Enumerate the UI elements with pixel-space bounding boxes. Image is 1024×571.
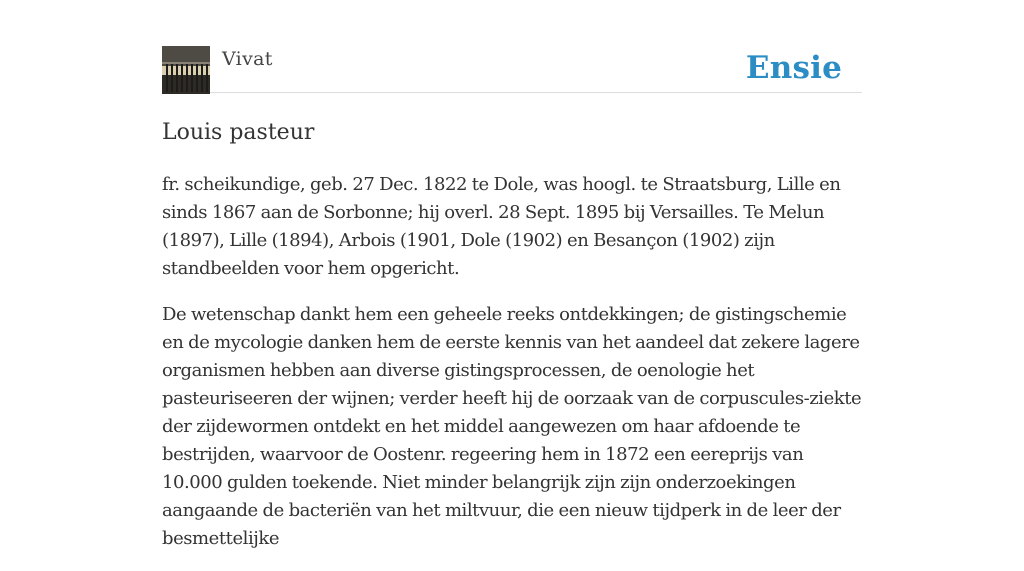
article-container: [162, 46, 862, 571]
source-name[interactable]: Vivat: [222, 48, 273, 70]
paragraph: fr. scheikundige, geb. 27 Dec. 1822 te Dole, was hoogl. te Straatsburg, Lille en sinds 1867 aan de Sorbonne; hij overl. 28 Sept. 1895 bij Versailles. Te Melun (1897), Lille (1894), Arbois (1901, Dole (1902) en Besançon (1902) zijn standbeelden voor hem opgericht.: [162, 174, 841, 279]
article-body: [162, 171, 862, 553]
article-title: Louis pasteur: [162, 120, 315, 145]
source-avatar[interactable]: [162, 46, 210, 94]
paragraph: De wetenschap dankt hem een geheele reeks ontdekkingen; de gistingschemie en de mycologie danken hem de eerste kennis van het aandeel dat zekere lagere organismen hebben aan diverse gistingsprocessen, de oenologie het pasteuriseeren der wijnen; verder heeft hij de oorzaak van de corpuscules-ziekte der zijdewormen ontdekt en het middel aangewezen om haar afdoende te bestrijden, waarvoor de Oostenr. regeering hem in 1872 een eereprijs van 10.000 gulden toekende. Niet minder belangrijk zijn zijn onderzoekingen aangaande de bacteriën van het miltvuur, die een nieuw tijdperk in de leer der besmettelijke: [162, 304, 862, 549]
brand-logo[interactable]: Ensie: [745, 50, 842, 86]
article-header: [162, 46, 862, 93]
book-spines-avatar-icon: [162, 46, 210, 94]
